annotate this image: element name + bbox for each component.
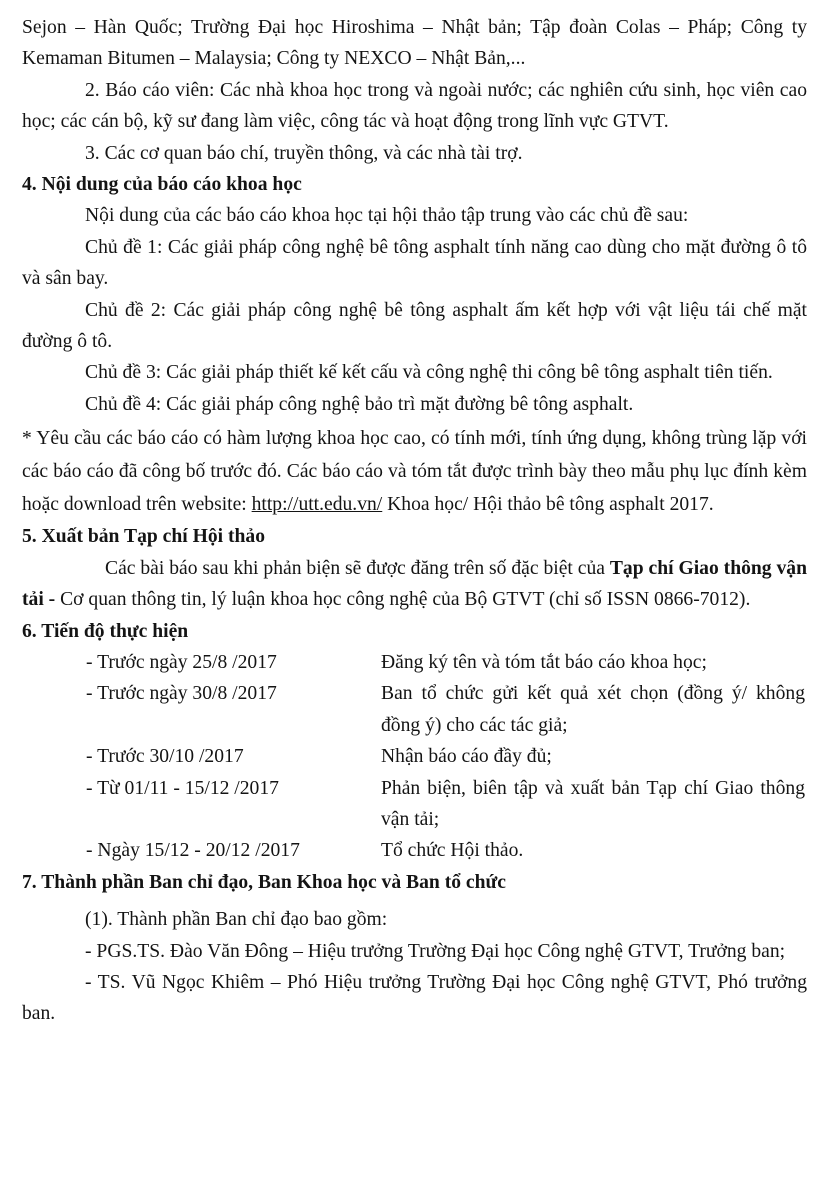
- schedule-row: [22, 678, 807, 741]
- schedule-date: - Trước ngày 25/8 /2017: [86, 651, 277, 673]
- schedule-task: Nhận báo cáo đầy đủ;: [381, 746, 552, 768]
- schedule-row: [22, 835, 807, 866]
- schedule-date: - Từ 01/11 - 15/12 /2017: [86, 777, 279, 799]
- steering-committee-intro: (1). Thành phần Ban chỉ đạo bao gồm:: [85, 909, 388, 931]
- section-5-heading: 5. Xuất bản Tạp chí Hội thảo: [22, 526, 265, 548]
- section-7-heading: 7. Thành phần Ban chỉ đạo, Ban Khoa học và Ban tổ chức: [22, 871, 506, 893]
- note-text-after-link: Khoa học/ Hội thảo bê tông asphalt 2017.: [382, 494, 714, 516]
- schedule-row: [22, 741, 807, 772]
- topic-1: Chủ đề 1: Các giải pháp công nghệ bê tông asphalt tính năng cao dùng cho mặt đường ô tô và sân bay.: [22, 236, 807, 290]
- schedule-row: [22, 773, 807, 836]
- schedule-date: - Trước 30/10 /2017: [86, 746, 244, 768]
- schedule-date: - Ngày 15/12 - 20/12 /2017: [86, 840, 300, 862]
- topic-4: Chủ đề 4: Các giải pháp công nghệ bảo trì mặt đường bê tông asphalt.: [85, 393, 634, 415]
- journal-name: Tạp chí Giao thông vận tải -: [22, 557, 807, 611]
- section-5-text-after: Cơ quan thông tin, lý luận khoa học công nghệ của Bộ GTVT (chỉ số ISSN 0866-7012).: [55, 589, 751, 611]
- schedule-row: [22, 647, 807, 678]
- section-4-heading: 4. Nội dung của báo cáo khoa học: [22, 174, 302, 196]
- committee-member: - TS. Vũ Ngọc Khiêm – Phó Hiệu trưởng Trường Đại học Công nghệ GTVT, Phó trưởng ban.: [22, 971, 807, 1025]
- schedule-task: Tổ chức Hội thảo.: [381, 840, 524, 862]
- topic-2: Chủ đề 2: Các giải pháp công nghệ bê tông asphalt ấm kết hợp với vật liệu tái chế mặt đường ô tô.: [22, 299, 807, 353]
- section-4-intro: Nội dung của các báo cáo khoa học tại hội thảo tập trung vào các chủ đề sau:: [85, 205, 689, 227]
- schedule-task: Ban tổ chức gửi kết quả xét chọn (đồng ý/ không đồng ý) cho các tác giả;: [381, 683, 805, 736]
- schedule-task: Đăng ký tên và tóm tắt báo cáo khoa học;: [381, 651, 707, 673]
- participants-item-3: 3. Các cơ quan báo chí, truyền thông, và các nhà tài trợ.: [85, 142, 523, 164]
- schedule-table: [22, 647, 807, 867]
- section-6-heading: 6. Tiến độ thực hiện: [22, 620, 189, 642]
- participants-item-2: 2. Báo cáo viên: Các nhà khoa học trong và ngoài nước; các nghiên cứu sinh, học viên cao học; các cán bộ, kỹ sư đang làm việc, công tác và hoạt động trong lĩnh vực GTVT.: [22, 79, 807, 133]
- requirements-note: [22, 422, 807, 521]
- schedule-date: - Trước ngày 30/8 /2017: [86, 683, 277, 705]
- intro-continuation: Sejon – Hàn Quốc; Trường Đại học Hiroshima – Nhật bản; Tập đoàn Colas – Pháp; Công ty Kemaman Bitumen – Malaysia; Công ty NEXCO – Nhật Bản,...: [22, 17, 807, 70]
- note-text-before-link: * Yêu cầu các báo cáo có hàm lượng khoa học cao, có tính mới, tính ứng dụng, không trùng lặp với các báo cáo đã công bố trước đó. Các báo cáo và tóm tắt được trình bày theo mẫu phụ lục đính kèm hoặc download trên website:: [22, 428, 807, 516]
- website-link[interactable]: http://utt.edu.vn/: [251, 494, 383, 516]
- schedule-task: Phản biện, biên tập và xuất bản Tạp chí Giao thông vận tải;: [381, 777, 805, 830]
- section-5-text: [22, 553, 807, 616]
- committee-member: - PGS.TS. Đào Văn Đông – Hiệu trưởng Trường Đại học Công nghệ GTVT, Trưởng ban;: [85, 940, 786, 962]
- topic-3: Chủ đề 3: Các giải pháp thiết kế kết cấu và công nghệ thi công bê tông asphalt tiên tiến.: [85, 362, 773, 384]
- section-5-text-before: Các bài báo sau khi phản biện sẽ được đăng trên số đặc biệt của: [105, 557, 610, 579]
